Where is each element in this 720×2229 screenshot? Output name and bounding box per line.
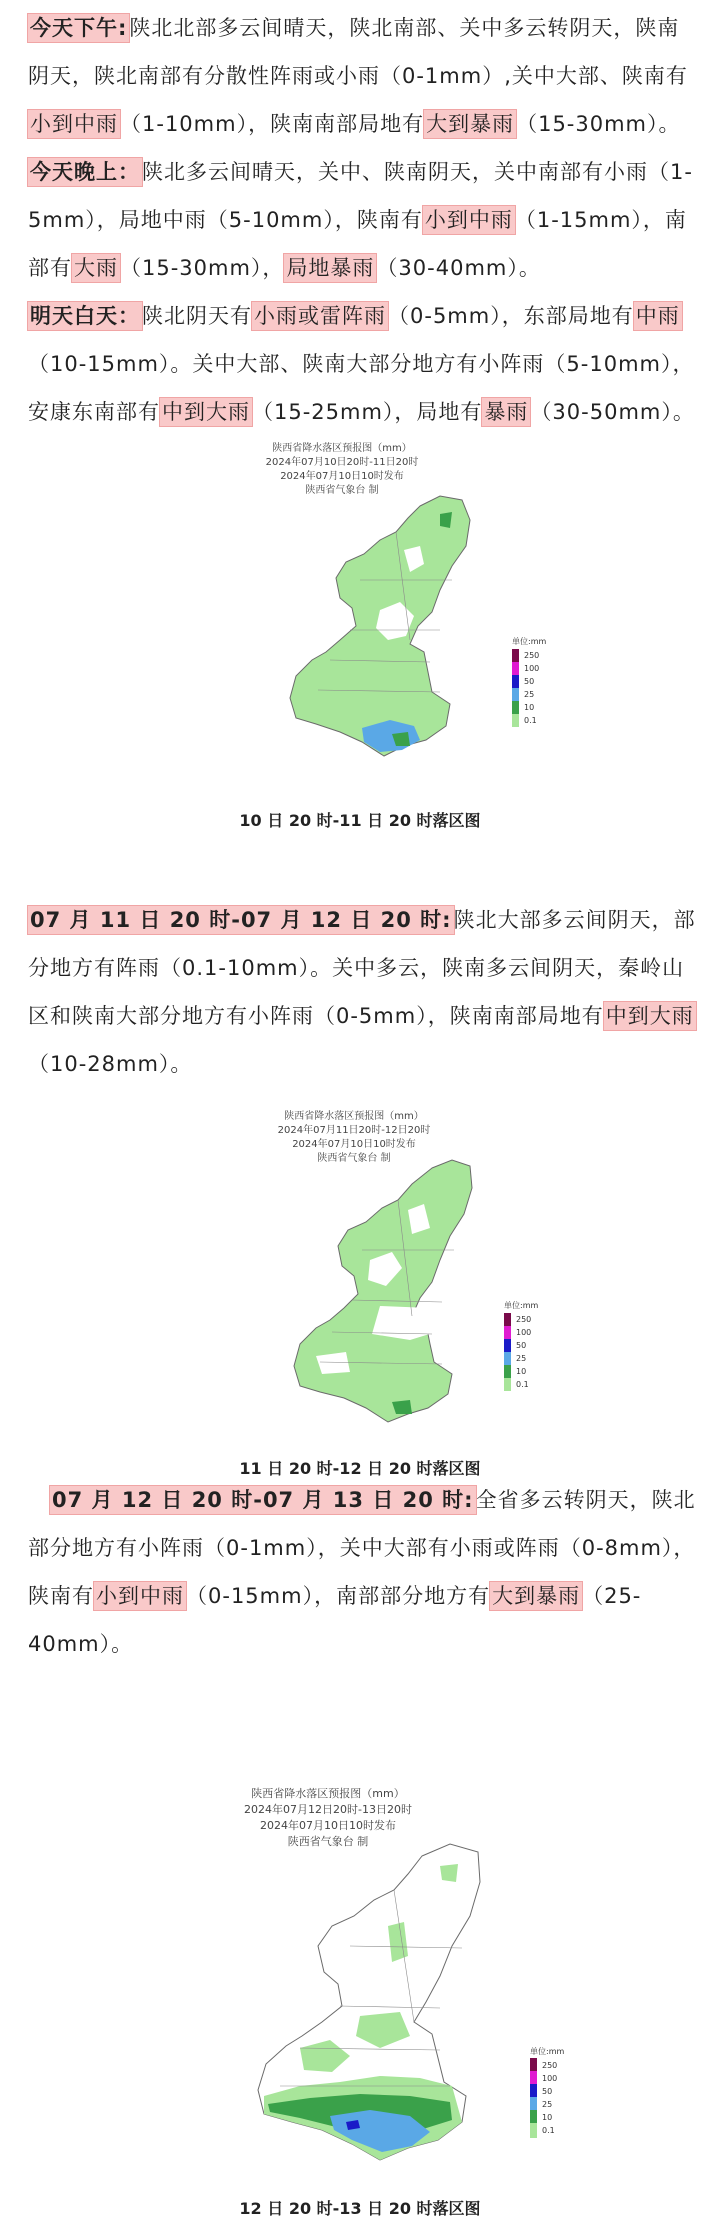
legend-item bbox=[504, 1313, 538, 1326]
legend-unit: 单位:mm bbox=[530, 2047, 565, 2056]
text: 陕北北部多云间晴天，陕北南部、关中多云转阴天，陕南阴天，陕北南部有分散性阵雨或小雨（0-1mm）,关中大部、陕南有 bbox=[28, 16, 688, 88]
legend-unit: 单位:mm bbox=[512, 637, 547, 646]
highlight-rain: 局地暴雨 bbox=[286, 256, 375, 280]
map-caption: 11 日 20 时-12 日 20 时落区图 bbox=[239, 1459, 481, 1478]
legend-swatch bbox=[512, 701, 519, 714]
legend-label: 25 bbox=[516, 1354, 527, 1363]
legend-item bbox=[504, 1326, 538, 1339]
text: （10-15mm）。关中大部、陕南大部分地方有小阵雨（5-10mm），安康东南部有 bbox=[28, 352, 695, 424]
shaanxi-precip-map bbox=[0, 440, 720, 780]
legend-item bbox=[512, 701, 546, 714]
legend-unit: 单位:mm bbox=[504, 1301, 539, 1310]
legend-label: 25 bbox=[542, 2100, 553, 2109]
forecast-map-3 bbox=[0, 1786, 720, 2226]
map-caption: 12 日 20 时-13 日 20 时落区图 bbox=[239, 2199, 481, 2218]
text: （30-50mm）。 bbox=[530, 400, 695, 424]
legend-swatch bbox=[512, 649, 519, 662]
legend-label: 25 bbox=[524, 690, 535, 699]
legend-swatch bbox=[504, 1378, 511, 1391]
map-issued: 2024年07月10日10时发布 bbox=[260, 1819, 396, 1832]
map-period: 2024年07月11日20时-12日20时 bbox=[277, 1125, 431, 1136]
rain-legend bbox=[530, 2046, 564, 2137]
legend-label: 0.1 bbox=[542, 2126, 555, 2135]
map-period: 2024年07月12日20时-13日20时 bbox=[244, 1803, 412, 1816]
legend-swatch bbox=[512, 688, 519, 701]
legend-label: 10 bbox=[542, 2113, 553, 2122]
highlight-rain: 大到暴雨 bbox=[492, 1584, 581, 1608]
legend-item bbox=[512, 688, 546, 701]
legend-item bbox=[512, 662, 546, 675]
label-tonight: 今天晚上： bbox=[30, 160, 140, 184]
map-agency: 陕西省气象台 制 bbox=[305, 485, 379, 496]
legend-item bbox=[504, 1365, 538, 1378]
legend-label: 100 bbox=[542, 2074, 558, 2083]
map-title: 陕西省降水落区预报图（mm） bbox=[251, 1787, 405, 1800]
legend-item bbox=[512, 649, 546, 662]
legend-swatch bbox=[512, 662, 519, 675]
highlight-rain: 大到暴雨 bbox=[426, 112, 515, 136]
legend-swatch bbox=[504, 1326, 511, 1339]
shaanxi-precip-map bbox=[0, 1110, 720, 1440]
text: 全省多云转阴天，陕北部分地方有小阵雨（0-1mm），关中大部有小雨或阵雨（0-8mm），陕南有 bbox=[28, 1488, 696, 1608]
forecast-paragraph-12-13 bbox=[28, 1476, 698, 1668]
highlight-rain: 中到大雨 bbox=[605, 1004, 694, 1028]
legend-item bbox=[512, 714, 546, 727]
highlight-rain: 小雨或雷阵雨 bbox=[254, 304, 386, 328]
highlight-rain: 中到大雨 bbox=[162, 400, 250, 424]
legend-swatch bbox=[530, 2123, 537, 2138]
text: 陕北多云间晴天，关中、陕南阴天，关中南部有小雨（1-5mm），局地中雨（5-10mm），陕南有 bbox=[28, 160, 693, 232]
legend-swatch bbox=[504, 1339, 511, 1352]
text: （1-15mm），南部有 bbox=[28, 208, 687, 280]
map-issued: 2024年07月10日10时发布 bbox=[292, 1139, 416, 1150]
text: 陕北阴天有 bbox=[142, 304, 252, 328]
map-issued: 2024年07月10日10时发布 bbox=[280, 471, 404, 482]
no-rain-area bbox=[372, 1306, 436, 1340]
map-title: 陕西省降水落区预报图（mm） bbox=[284, 1111, 424, 1122]
legend-swatch bbox=[512, 714, 519, 727]
forecast-paragraph-today bbox=[28, 4, 698, 436]
legend-label: 250 bbox=[516, 1315, 532, 1324]
legend-label: 50 bbox=[524, 677, 535, 686]
text: （10-28mm）。 bbox=[28, 1052, 193, 1076]
text: 陕北大部多云间阴天，部分地方有阵雨（0.1-10mm）。关中多云，陕南多云间阴天，秦岭山区和陕南大部分地方有小阵雨（0-5mm），陕南南部局地有 bbox=[28, 908, 696, 1028]
forecast-map-1 bbox=[0, 440, 720, 840]
text: （25-40mm）。 bbox=[28, 1584, 642, 1656]
legend-swatch bbox=[504, 1352, 511, 1365]
legend-item bbox=[512, 675, 546, 688]
legend-swatch bbox=[504, 1365, 511, 1378]
map-agency: 陕西省气象台 制 bbox=[317, 1153, 391, 1164]
legend-label: 100 bbox=[516, 1328, 532, 1337]
legend-item bbox=[504, 1339, 538, 1352]
legend-label: 10 bbox=[516, 1367, 527, 1376]
map-title: 陕西省降水落区预报图（mm） bbox=[272, 443, 412, 454]
highlight-rain: 中雨 bbox=[635, 304, 680, 328]
forecast-paragraph-11-12 bbox=[28, 896, 698, 1088]
legend-label: 250 bbox=[542, 2061, 558, 2070]
legend-item bbox=[530, 2124, 564, 2137]
forecast-map-2 bbox=[0, 1110, 720, 1490]
highlight-rain: 大雨 bbox=[74, 256, 118, 280]
legend-item bbox=[504, 1352, 538, 1365]
highlight-rain: 暴雨 bbox=[484, 400, 529, 424]
legend-label: 0.1 bbox=[516, 1380, 529, 1389]
map-agency: 陕西省气象台 制 bbox=[287, 1835, 369, 1848]
legend-label: 250 bbox=[524, 651, 540, 660]
province-outline bbox=[294, 1160, 472, 1422]
map-period: 2024年07月10日20时-11日20时 bbox=[265, 457, 419, 468]
label-tomorrow-daytime: 明天白天： bbox=[30, 304, 140, 328]
legend-label: 50 bbox=[542, 2087, 553, 2096]
text: （1-10mm），陕南南部局地有 bbox=[120, 112, 425, 136]
moderate-rain-area bbox=[440, 512, 452, 528]
legend-label: 50 bbox=[516, 1341, 527, 1350]
text: （15-30mm）。 bbox=[516, 112, 681, 136]
text: （0-5mm），东部局地有 bbox=[388, 304, 634, 328]
legend-label: 100 bbox=[524, 664, 540, 673]
text: （0-15mm），南部部分地方有 bbox=[186, 1584, 491, 1608]
label-this-afternoon: 今天下午: bbox=[30, 16, 128, 40]
rain-legend bbox=[504, 1300, 538, 1391]
rain-legend bbox=[512, 636, 546, 727]
label-period-12-13: 07 月 12 日 20 时-07 月 13 日 20 时: bbox=[52, 1488, 474, 1512]
shaanxi-precip-map bbox=[0, 1786, 720, 2186]
legend-swatch bbox=[512, 675, 519, 688]
highlight-rain: 小到中雨 bbox=[30, 112, 118, 136]
label-period-11-12: 07 月 11 日 20 时-07 月 12 日 20 时: bbox=[30, 908, 452, 932]
legend-swatch bbox=[504, 1313, 511, 1326]
text: （15-25mm），局地有 bbox=[252, 400, 483, 424]
text: （15-30mm）， bbox=[120, 256, 285, 280]
legend-item bbox=[504, 1378, 538, 1391]
legend-label: 10 bbox=[524, 703, 535, 712]
text: （30-40mm）。 bbox=[376, 256, 541, 280]
legend-label: 0.1 bbox=[524, 716, 537, 725]
light-rain-area bbox=[440, 1864, 458, 1882]
map-caption: 10 日 20 时-11 日 20 时落区图 bbox=[239, 811, 481, 830]
highlight-rain: 小到中雨 bbox=[96, 1584, 184, 1608]
highlight-rain: 小到中雨 bbox=[424, 208, 513, 232]
